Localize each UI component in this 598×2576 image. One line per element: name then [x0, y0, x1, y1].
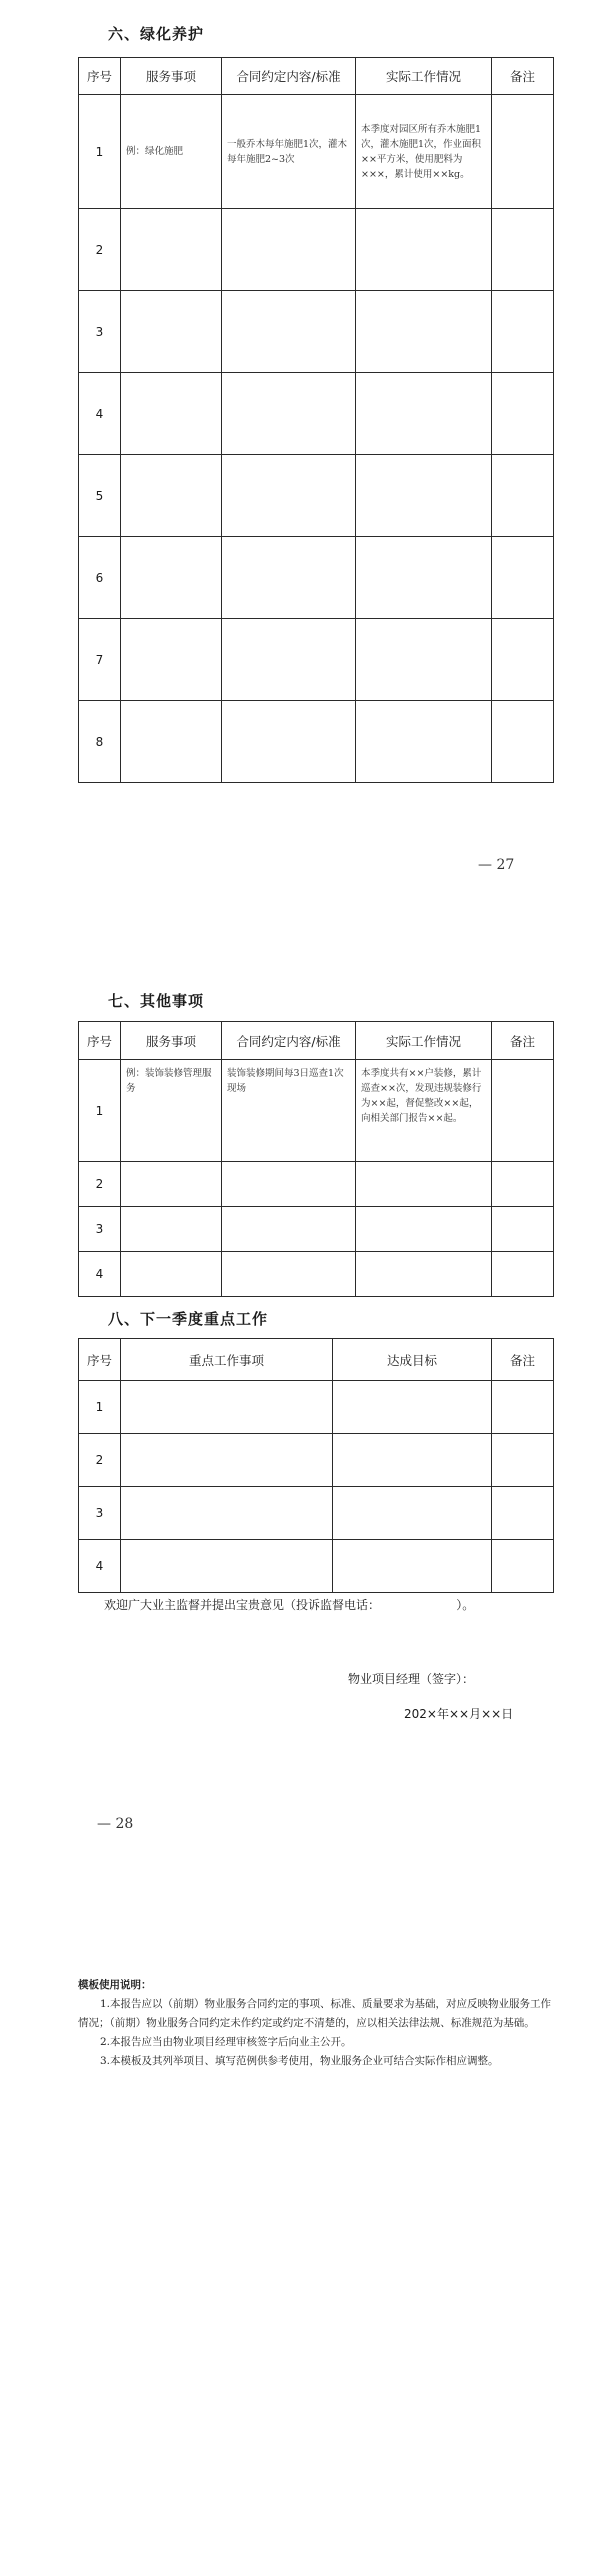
table-row: [79, 1381, 554, 1434]
section7-table: [78, 1021, 554, 1297]
row-index: 3: [79, 291, 121, 373]
header-cell: 备注: [492, 58, 554, 95]
header-cell: 备注: [492, 1022, 554, 1060]
header-cell: 实际工作情况: [356, 58, 492, 95]
table-row: [79, 1060, 554, 1162]
row-index: 2: [79, 1162, 121, 1207]
template-note-item: 2.本报告应当由物业项目经理审核签字后向业主公开。: [100, 2036, 352, 2048]
signature-label: 物业项目经理（签字）：: [348, 1672, 475, 1686]
contract-standard: 装饰装修期间每3日巡查1次现场: [222, 1060, 356, 1162]
table-row: [79, 373, 554, 455]
section6-title: 六、绿化养护: [108, 25, 205, 43]
contract-standard: 一般乔木每年施肥1次，灌木每年施肥2~3次: [222, 95, 356, 209]
table-row: [79, 619, 554, 701]
row-index: 1: [79, 1381, 121, 1434]
table-row: [79, 291, 554, 373]
header-cell: 合同约定内容/标准: [222, 58, 356, 95]
row-index: 2: [79, 1434, 121, 1487]
table-row: [79, 1207, 554, 1252]
remark-cell: [492, 95, 554, 209]
header-cell: 达成目标: [333, 1339, 492, 1381]
report-date: 202×年××月××日: [404, 1707, 514, 1721]
actual-work: 本季度共有××户装修，累计巡查××次，发现违规装修行为××起，督促整改××起，向相关部门报告××起。: [356, 1060, 492, 1162]
row-index: 1: [79, 95, 121, 209]
section6-table: [78, 57, 554, 783]
row-index: 5: [79, 455, 121, 537]
template-notes-title: 模板使用说明：: [78, 1979, 152, 1991]
page-number: — 27: [478, 857, 515, 873]
section8-title: 八、下一季度重点工作: [108, 1310, 269, 1328]
page-number: — 28: [97, 1816, 134, 1832]
header-cell: 合同约定内容/标准: [222, 1022, 356, 1060]
header-cell: 服务事项: [121, 58, 222, 95]
table-row: [79, 209, 554, 291]
supervision-text: 欢迎广大业主监督并提出宝贵意见（投诉监督电话： ）。: [104, 1598, 475, 1612]
actual-work: 本季度对园区所有乔木施肥1次，灌木施肥1次，作业面积××平方米，使用肥料为×××，累计使用××kg。: [356, 95, 492, 209]
table-row: [79, 455, 554, 537]
service-item: 例：装饰装修管理服务: [121, 1060, 222, 1162]
service-item: 例：绿化施肥: [121, 95, 222, 209]
row-index: 8: [79, 701, 121, 783]
table-row: [79, 537, 554, 619]
row-index: 6: [79, 537, 121, 619]
table-row: [79, 95, 554, 209]
table-row: [79, 701, 554, 783]
header-cell: 序号: [79, 1339, 121, 1381]
section8-table: [78, 1338, 554, 1593]
header-cell: 备注: [492, 1339, 554, 1381]
row-index: 3: [79, 1207, 121, 1252]
table-row: [79, 1487, 554, 1540]
row-index: 1: [79, 1060, 121, 1162]
header-cell: 序号: [79, 58, 121, 95]
row-index: 3: [79, 1487, 121, 1540]
table-row: [79, 1252, 554, 1297]
table-header-row: [79, 1339, 554, 1381]
row-index: 4: [79, 1252, 121, 1297]
table-row: [79, 1162, 554, 1207]
header-cell: 服务事项: [121, 1022, 222, 1060]
template-note-item: 3.本模板及其列举项目、填写范例供参考使用，物业服务企业可结合实际作相应调整。: [100, 2055, 499, 2067]
section7-title: 七、其他事项: [108, 992, 205, 1010]
row-index: 7: [79, 619, 121, 701]
row-index: 4: [79, 1540, 121, 1593]
template-note-item: 1.本报告应以（前期）物业服务合同约定的事项、标准、质量要求为基础，对应反映物业服务工作情况；（前期）物业服务合同约定未作约定或约定不清楚的，应以相关法律法规、标准规范为基础。: [78, 1998, 552, 2029]
table-header-row: [79, 1022, 554, 1060]
header-cell: 重点工作事项: [121, 1339, 333, 1381]
remark-cell: [492, 1060, 554, 1162]
row-index: 2: [79, 209, 121, 291]
row-index: 4: [79, 373, 121, 455]
template-notes: [78, 1976, 556, 2071]
table-row: [79, 1540, 554, 1593]
header-cell: 序号: [79, 1022, 121, 1060]
table-header-row: [79, 58, 554, 95]
header-cell: 实际工作情况: [356, 1022, 492, 1060]
table-row: [79, 1434, 554, 1487]
